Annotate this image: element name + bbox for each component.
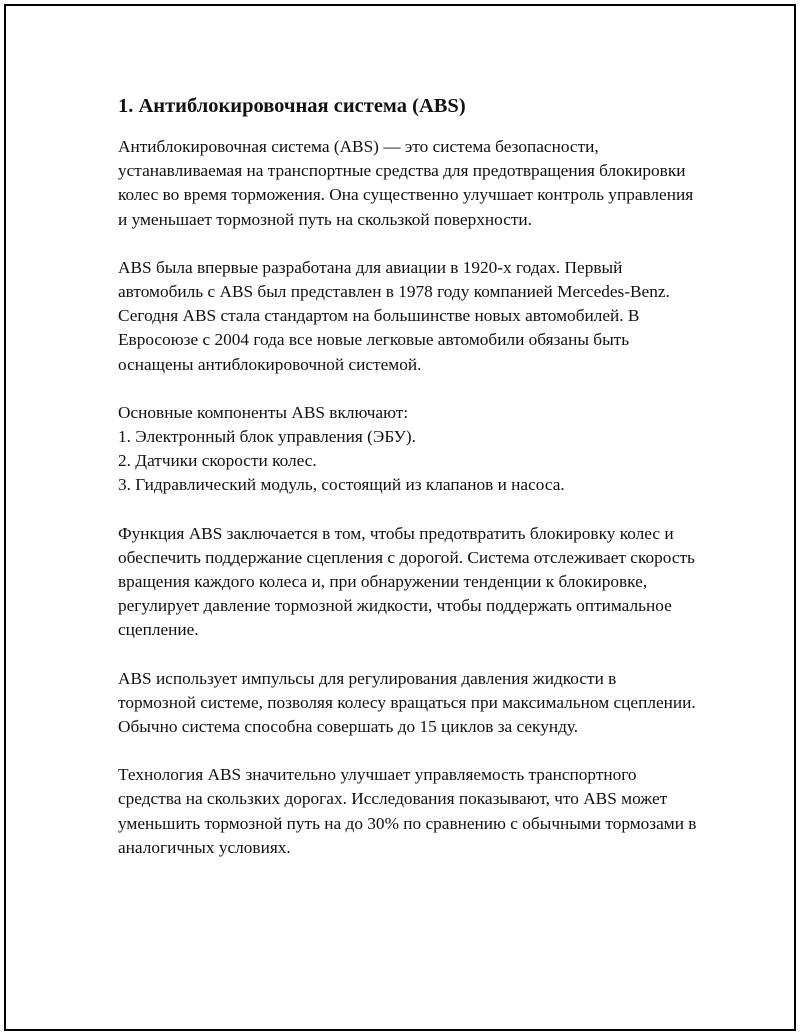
list-item: 2. Датчики скорости колес. [118, 451, 317, 471]
components-intro: Основные компоненты ABS включают: [118, 402, 409, 422]
paragraph-history: ABS была впервые разработана для авиации в 1920-х годах. Первый автомобиль с ABS был представлен в 1978 году компанией Mercedes-Benz. Сегодня ABS стала стандартом на большинстве новых автомобилей. В Евросоюзе с 2004 года все новые легковые автомобили обязаны быть оснащены антиблокировочной системой. [118, 257, 670, 374]
list-item: 1. Электронный блок управления (ЭБУ). [118, 427, 416, 447]
document-body [118, 92, 698, 884]
section-heading: 1. Антиблокировочная система (ABS) [118, 95, 466, 117]
list-item: 3. Гидравлический модуль, состоящий из клапанов и насоса. [118, 475, 565, 495]
paragraph-definition: Антиблокировочная система (ABS) — это система безопасности, устанавливаемая на транспортные средства для предотвращения блокировки колес во время торможения. Она существенно улучшает контроль управления и уменьшает тормозной путь на скользкой поверхности. [118, 137, 694, 229]
paragraph-function: Функция ABS заключается в том, чтобы предотвратить блокировку колес и обеспечить поддержание сцепления с дорогой. Система отслеживает скорость вращения каждого колеса и, при обнаружении тенденции к блокировке, регулирует давление тормозной жидкости, чтобы поддержать оптимальное сцепление. [118, 523, 695, 640]
paragraph-pulses: ABS использует импульсы для регулирования давления жидкости в тормозной системе, позволяя колесу вращаться при максимальном сцеплении. Обычно система способна совершать до 15 циклов за секунду. [118, 668, 696, 737]
components-list [118, 401, 698, 498]
paragraph-benefits: Технология ABS значительно улучшает управляемость транспортного средства на скользких дорогах. Исследования показывают, что ABS может уменьшить тормозной путь на до 30% по сравнению с обычными тормозами в аналогичных условиях. [118, 765, 697, 857]
